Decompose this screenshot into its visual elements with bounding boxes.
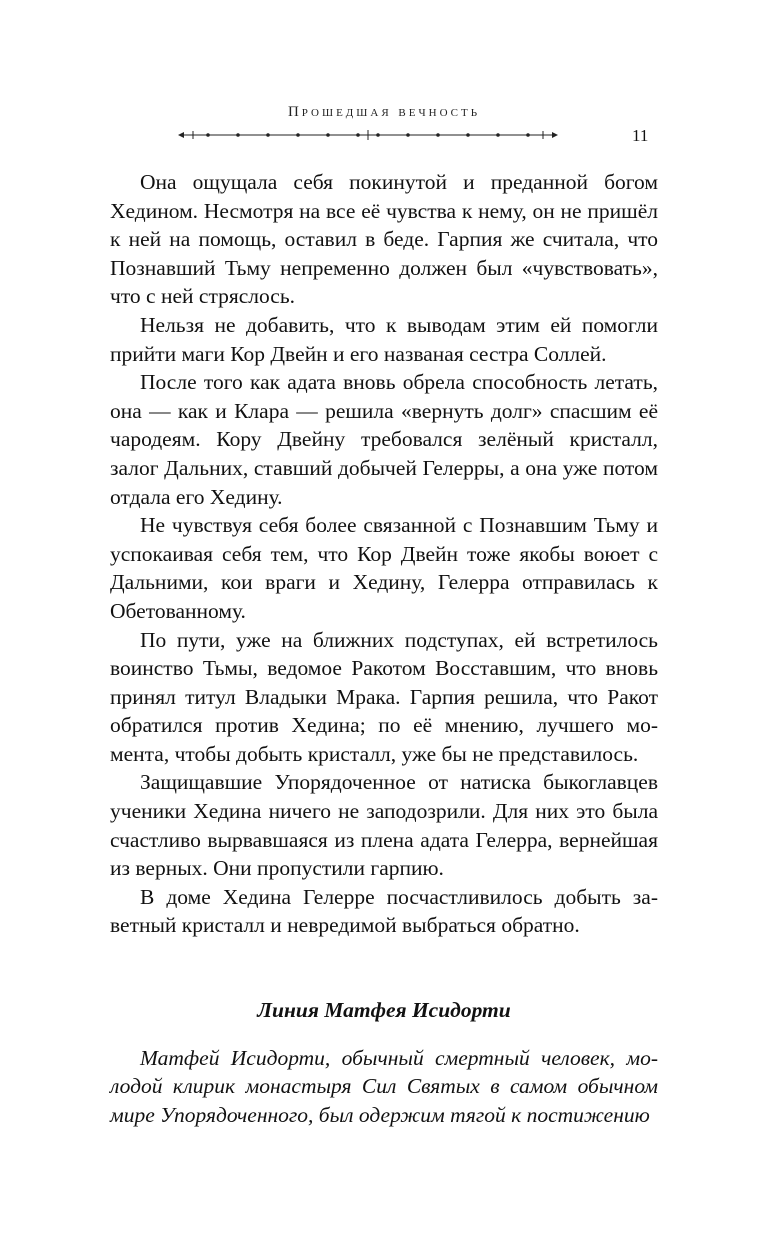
body-text bbox=[110, 168, 658, 1129]
running-title: Прошедшая вечность bbox=[287, 104, 481, 120]
paragraph: В доме Хедина Гелерре посчастливилось добыть заветный кристалл и невредимой выбраться обратно. bbox=[110, 884, 658, 938]
page-number: 11 bbox=[632, 126, 649, 145]
paragraph: Защищавшие Упорядоченное от натиска быкоглавцев ученики Хедина ничего не заподозрили. Для них это была счастливо вырвавшаяся из плена адата Гелерра, вернейшая из верных. Они пропустили гарпию. bbox=[110, 770, 658, 881]
paragraph: Она ощущала себя покинутой и преданной богом Хедином. Несмотря на все её чувства к нему, он не пришёл к ней на помощь, оставил в беде. Гарпия же считала, что Познавший Тьму непременно должен был «чувствовать», что с ней стряслось. bbox=[110, 170, 658, 309]
section-heading: Линия Матфея Исидорти bbox=[257, 998, 511, 1023]
paragraph: Нельзя не добавить, что к выводам этим ей помогли прийти маги Кор Двейн и его названая сестра Соллей. bbox=[110, 312, 658, 366]
paragraph: По пути, уже на ближних подступах, ей встретилось воинство Тьмы, ведомое Ракотом Восставшим, что вновь принял титул Владыки Мрака. Гарпия решила, что Ракот обратился против Хедина; по её мнению, лучшего момента, чтобы добыть кристалл, уже бы не представилось. bbox=[110, 627, 658, 766]
section-intro-paragraph: Матфей Исидорти, обычный смертный человек, молодой клирик монастыря Сил Святых в самом обычном мире Упорядоченного, был одержим тягой к постижению bbox=[110, 1045, 658, 1127]
paragraph: Не чувствуя себя более связанной с Познавшим Тьму и успокаивая себя тем, что Кор Двейн тоже якобы воюет с Дальними, кои враги и Хедину, Гелерра отправилась к Обетованному. bbox=[110, 513, 658, 623]
header-ornament-rule bbox=[178, 126, 558, 144]
paragraph: После того как адата вновь обрела способность летать, она — как и Клара — решила «вернуть долг» спасшим её чародеям. Кору Двейну требовался зелёный кристалл, залог Дальних, ставший добычей Гелерры, а она уже потом отдала его Хедину. bbox=[110, 370, 658, 509]
